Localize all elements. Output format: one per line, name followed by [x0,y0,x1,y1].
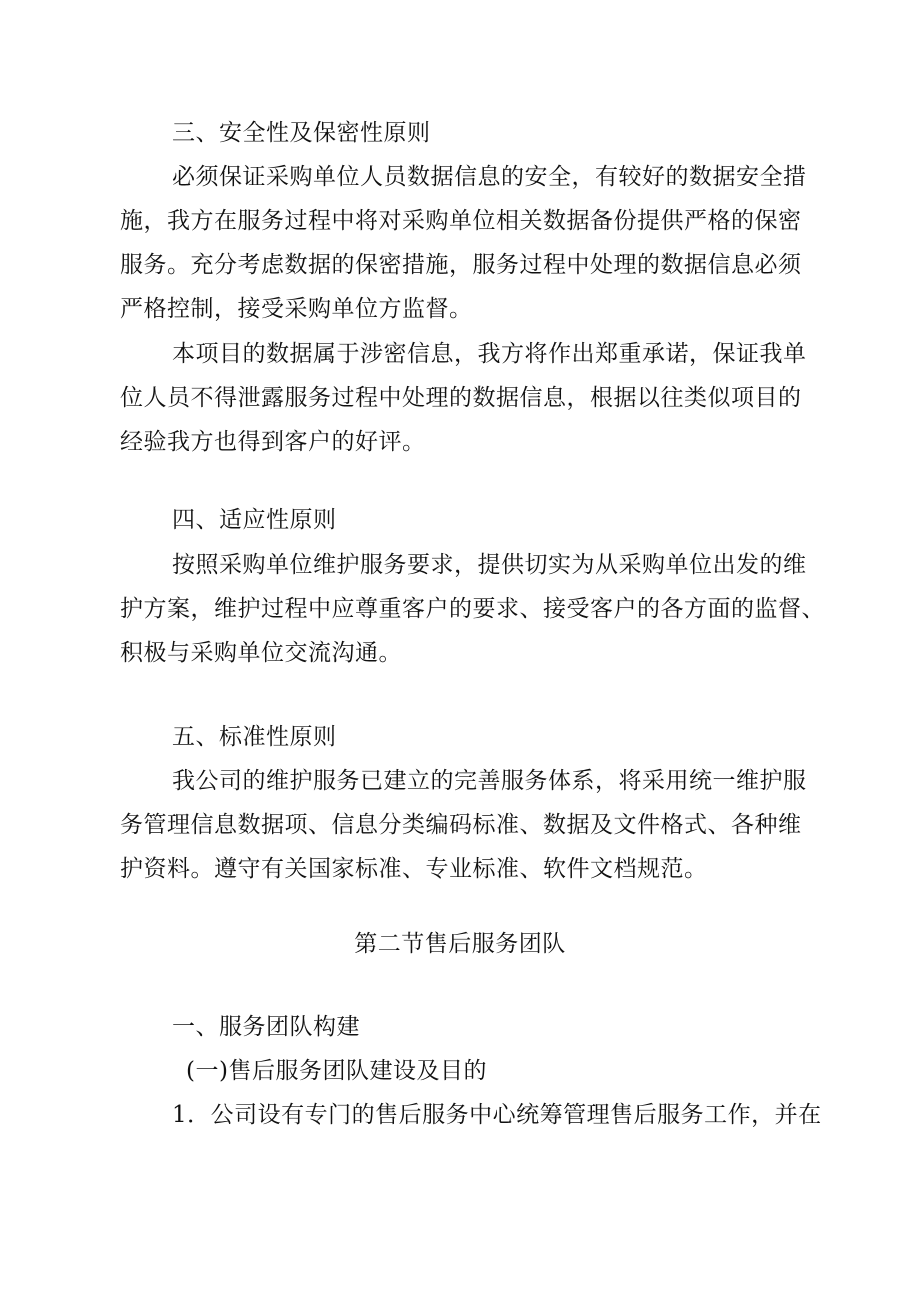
numbered-item: 1．公司设有专门的售后服务中心统筹管理售后服务工作，并在 [172,1102,822,1128]
paragraph-line: 位人员不得泄露服务过程中处理的数据信息，根据以往类似项目的 [120,385,802,411]
paragraph-line: 我公司的维护服务已建立的完善服务体系，将采用统一维护服 [172,768,807,794]
paragraph-line: 经验我方也得到客户的好评。 [120,429,426,455]
paragraph-line: 务管理信息数据项、信息分类编码标准、数据及文件格式、各种维 [120,812,802,838]
paragraph-line: 严格控制，接受采购单位方监督。 [120,296,473,322]
paragraph-line: 本项目的数据属于涉密信息，我方将作出郑重承诺，保证我单 [172,341,807,367]
section-heading-team-building: 一、服务团队构建 [172,1014,360,1040]
section-heading-adaptability: 四、适应性原则 [172,507,337,533]
section-heading-security: 三、安全性及保密性原则 [172,120,431,146]
paragraph-line: 施，我方在服务过程中将对采购单位相关数据备份提供严格的保密 [120,208,802,234]
paragraph-line: 护方案，维护过程中应尊重客户的要求、接受客户的各方面的监督、 [120,596,825,622]
section-heading-standards: 五、标准性原则 [172,724,337,750]
paragraph-line: 服务。充分考虑数据的保密措施，服务过程中处理的数据信息必须 [120,252,802,278]
paragraph-line: 积极与采购单位交流沟通。 [120,640,402,666]
subsection-heading: (一)售后服务团队建设及目的 [186,1058,487,1084]
chapter-title: 第二节售后服务团队 [354,931,566,957]
paragraph-line: 必须保证采购单位人员数据信息的安全，有较好的数据安全措 [172,164,807,190]
paragraph-line: 护资料。遵守有关国家标准、专业标准、软件文档规范。 [120,856,708,882]
paragraph-line: 按照采购单位维护服务要求，提供切实为从采购单位出发的维 [172,552,807,578]
